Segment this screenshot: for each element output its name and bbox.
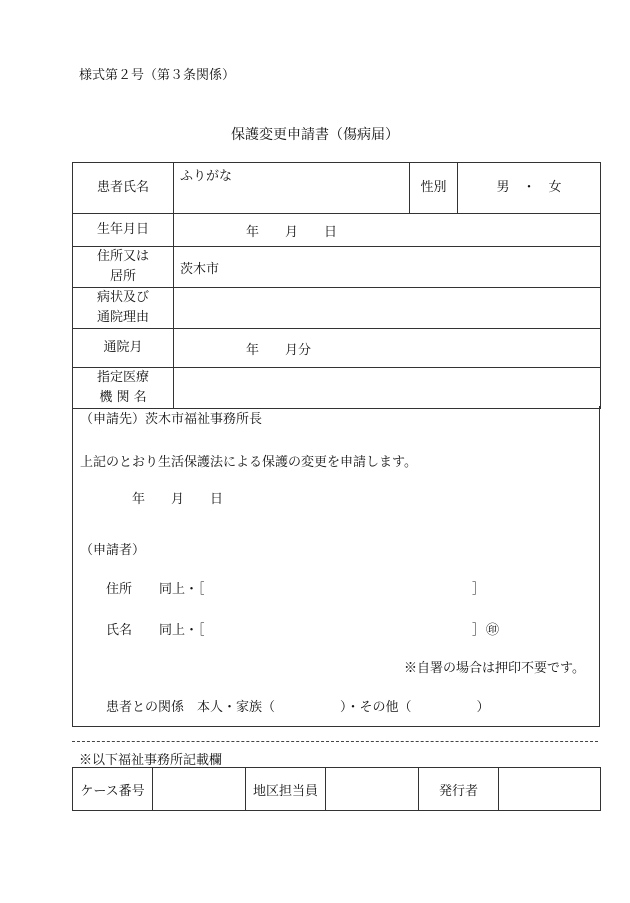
patient-info-table <box>72 162 601 409</box>
address-label <box>73 247 174 288</box>
document-title: 保護変更申請書（傷病届） <box>231 127 399 143</box>
institution-label-line-2: 機 関 名 <box>99 390 147 405</box>
issuer-field[interactable] <box>499 768 601 811</box>
address-row <box>73 247 601 288</box>
seal-note: ※自署の場合は押印不要です。 <box>404 661 585 676</box>
institution-field[interactable] <box>174 368 601 409</box>
birthdate-label: 生年月日 <box>73 214 174 247</box>
symptom-row <box>73 288 601 329</box>
seal-mark: ㊞ <box>486 623 500 638</box>
name-bracket-close: ］ <box>472 623 486 638</box>
symptom-label-line-2: 通院理由 <box>96 310 149 325</box>
form-number: 様式第２号（第３条関係） <box>79 68 236 83</box>
address-label-line-1: 住所又は <box>96 249 149 264</box>
cut-line-divider <box>72 741 598 742</box>
address-field[interactable] <box>174 247 601 288</box>
furigana-label: ふりがな <box>180 169 233 184</box>
visit-month-value: 年 月分 <box>246 342 312 358</box>
birthdate-value: 年 月 日 <box>246 224 338 240</box>
name-same-as-above[interactable]: 同上・［ <box>159 623 205 638</box>
gender-label: 性別 <box>410 163 458 214</box>
office-use-row <box>73 768 601 811</box>
applicant-heading: （申請者） <box>80 543 146 558</box>
gender-options[interactable]: 男 ・ 女 <box>458 163 601 214</box>
patient-name-row <box>73 163 601 214</box>
visit-month-label: 通院月 <box>73 329 174 368</box>
district-officer-label: 地区担当員 <box>246 768 326 811</box>
symptom-label-line-1: 病状及び <box>96 290 149 305</box>
district-officer-field[interactable] <box>326 768 419 811</box>
visit-month-field[interactable] <box>174 329 601 368</box>
institution-label <box>73 368 174 409</box>
symptom-label <box>73 288 174 329</box>
case-number-label: ケース番号 <box>73 768 153 811</box>
application-date[interactable]: 年 月 日 <box>132 492 224 507</box>
address-label-line-2: 居所 <box>109 269 136 284</box>
birthdate-row <box>73 214 601 247</box>
institution-label-line-1: 指定医療 <box>96 370 149 385</box>
case-number-field[interactable] <box>153 768 246 811</box>
office-use-note: ※以下福祉事務所記載欄 <box>79 753 223 768</box>
relation-line[interactable]: 患者との関係 本人・家族（ ）・その他（ ） <box>106 700 490 715</box>
patient-name-label: 患者氏名 <box>73 163 174 214</box>
patient-name-field[interactable] <box>174 163 410 214</box>
institution-row <box>73 368 601 409</box>
issuer-label: 発行者 <box>419 768 499 811</box>
address-same-as-above[interactable]: 同上・［ <box>159 582 205 597</box>
addressee: （申請先）茨木市福祉事務所長 <box>80 412 263 427</box>
birthdate-field[interactable] <box>174 214 601 247</box>
applicant-name-label: 氏名 <box>106 623 133 638</box>
symptom-field[interactable] <box>174 288 601 329</box>
application-statement: 上記のとおり生活保護法による保護の変更を申請します。 <box>80 455 417 470</box>
address-value: 茨木市 <box>180 261 220 277</box>
visit-month-row <box>73 329 601 368</box>
address-bracket-close: ］ <box>472 582 486 597</box>
applicant-address-label: 住所 <box>106 582 133 597</box>
application-section <box>72 406 600 727</box>
office-use-table <box>72 767 601 811</box>
